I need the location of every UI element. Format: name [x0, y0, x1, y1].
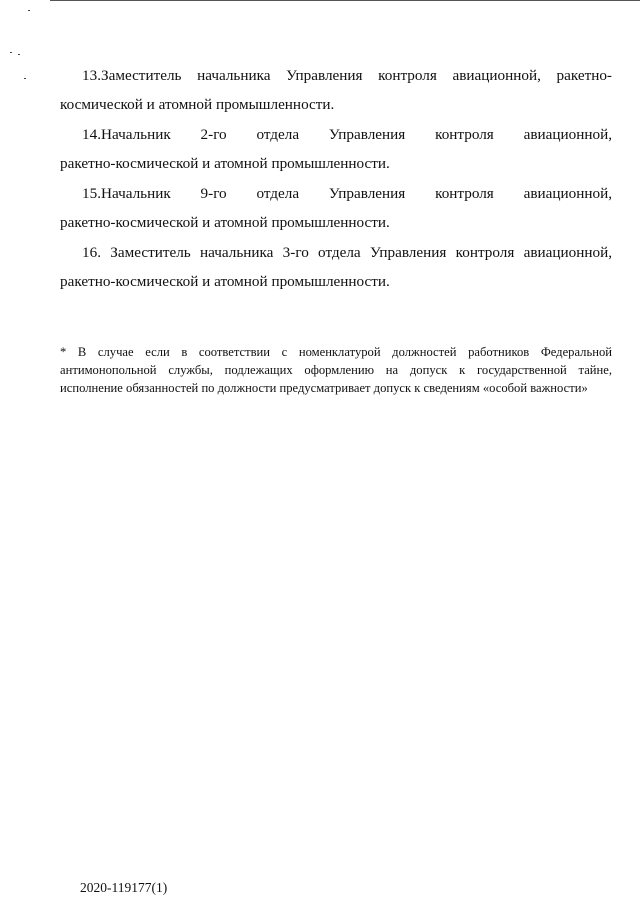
- footnote-line-2: антимонопольной службы, подлежащих оформлению на допуск к государственной тайне,: [60, 363, 612, 377]
- scan-speck: [24, 78, 26, 79]
- item-line-2: космической и атомной промышленности.: [60, 96, 335, 113]
- list-item-13: [60, 61, 612, 119]
- list-item-15: [60, 179, 612, 237]
- document-code: 2020-119177(1): [80, 880, 168, 895]
- scan-speck: [28, 10, 30, 11]
- footnote-line-1: * В случае если в соответствии с номенклатурой должностей работников Федеральной: [60, 345, 612, 359]
- item-line-2: ракетно-космической и атомной промышленности.: [60, 155, 390, 172]
- list-item-14: [60, 120, 612, 178]
- list-item-16: [60, 238, 612, 296]
- scan-speck: [10, 52, 12, 53]
- item-line-1: 14.Начальник 2-го отдела Управления контроля авиационной,: [82, 126, 612, 143]
- scan-top-rule: [50, 0, 640, 1]
- scan-speck: [18, 54, 20, 55]
- footnote-line-3: исполнение обязанностей по должности предусматривает допуск к сведениям «особой важности»: [60, 381, 588, 395]
- item-line-1: 16. Заместитель начальника 3-го отдела Управления контроля авиационной,: [82, 244, 612, 261]
- item-line-1: 13.Заместитель начальника Управления контроля авиационной, ракетно-: [82, 67, 612, 84]
- item-line-1: 15.Начальник 9-го отдела Управления контроля авиационной,: [82, 185, 612, 202]
- footnote: [60, 343, 612, 397]
- item-line-2: ракетно-космической и атомной промышленности.: [60, 214, 390, 231]
- item-line-2: ракетно-космической и атомной промышленности.: [60, 273, 390, 290]
